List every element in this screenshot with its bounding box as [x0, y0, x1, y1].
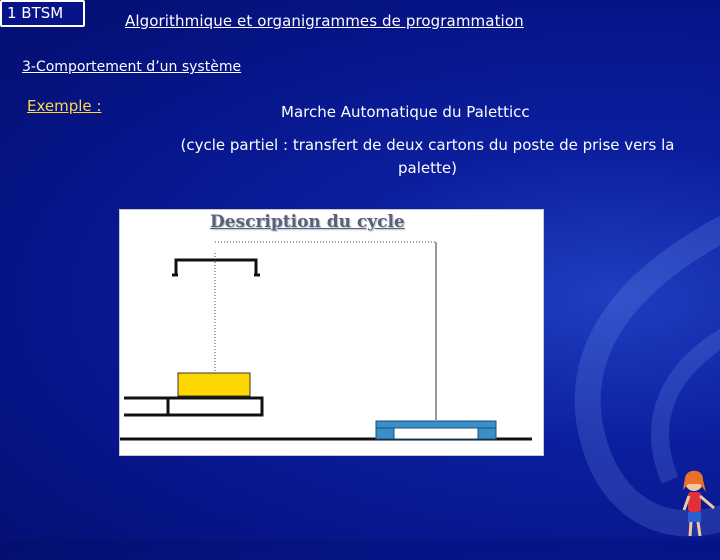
cartoon-character-icon [680, 470, 718, 540]
cycle-diagram [119, 209, 544, 456]
cycle-diagram-drawing [120, 210, 545, 457]
system-title: Marche Automatique du Paletticc [281, 103, 530, 121]
example-label: Exemple : [27, 97, 102, 115]
page-header-title: Algorithmique et organigrammes de programmation [125, 12, 524, 30]
gripper-icon [172, 260, 260, 275]
section-title: 3-Comportement d’un système [22, 59, 242, 75]
course-badge: 1 BTSM [0, 0, 85, 27]
palette-icon [376, 421, 496, 439]
pick-station-conveyor [124, 398, 262, 415]
carton-box [178, 373, 250, 396]
cycle-subtitle: (cycle partiel : transfert de deux cartons du poste de prise vers la palette) [180, 136, 675, 177]
diagram-title: Description du cycle [210, 212, 405, 232]
